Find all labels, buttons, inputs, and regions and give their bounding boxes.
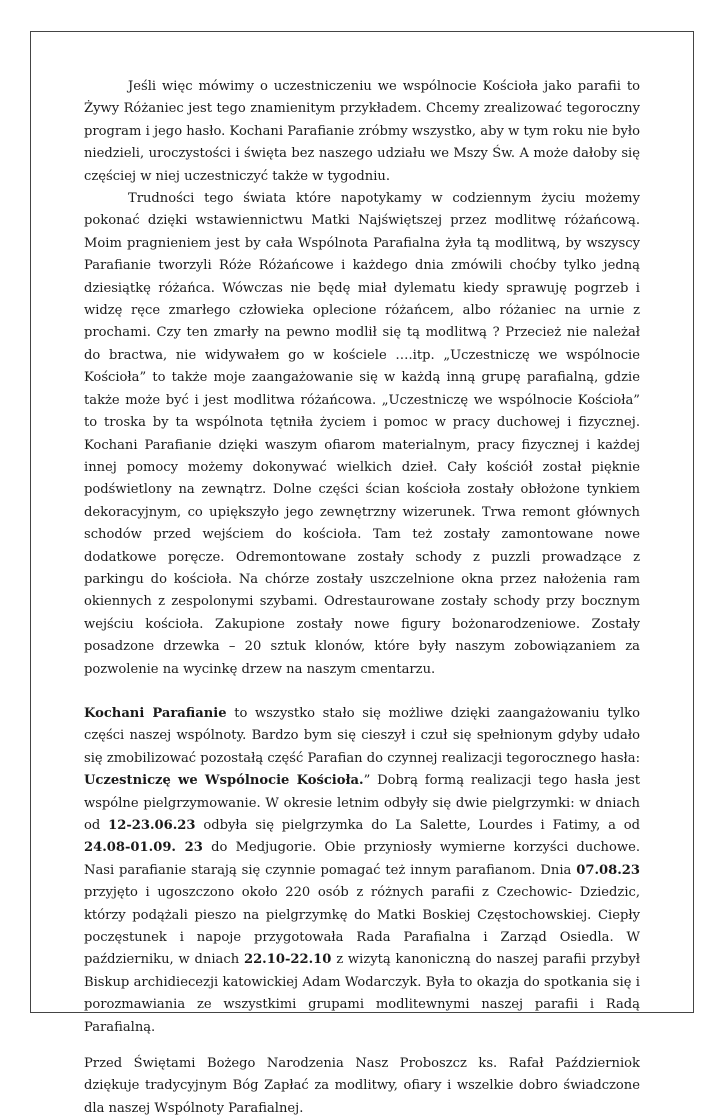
- paragraph-difficulties: Trudności tego świata które napotykamy w codziennym życiu możemy pokonać dzięki wstawiennictwu Matki Najświętszej przez modlitwę różańcową. Moim pragnieniem jest by cała Wspólnota Parafialna żyła tą modlitwą, by wszyscy Parafianie tworzyli Róże Różańcowe i każdego dnia zmówili choćby tylko jedną dziesiątkę różańca. Wówczas nie będę miał dylematu kiedy sprawuję pogrzeb i widzę ręce zmarłego człowieka oplecione różańcem, albo różaniec na urnie z prochami. Czy ten zmarły na pewno modlił się tą modlitwą ? Przecież nie należał do bractwa, nie widywałem go w kościele ….itp. „Uczestniczę we wspólnocie Kościoła” to także moje zaangażowanie się w każdą inną grupę parafialną, gdzie także może być i jest modlitwa różańcowa. „Uczestniczę we wspólnocie Kościoła” to troska by ta wspólnota tętniła życiem i pomoc w pracy duchowej i fizycznej. Kochani Parafianie dzięki waszym ofiarom materialnym, pracy fizycznej i każdej innej pomocy możemy dokonywać wielkich dzieł. Cały kościół został pięknie podświetlony na zewnątrz. Dolne części ścian kościoła zostały obłożone tynkiem dekoracyjnym, co upiększyło jego zewnętrzny wizerunek. Trwa remont głównych schodów przed wejściem do kościoła. Tam też zostały zamontowane nowe dodatkowe poręcze. Odremontowane zostały schody z puzzli prowadzące z parkingu do kościoła. Na chórze zostały uszczelnione okna przez nałożenia ram okiennych z zespolonymi szybami. Odrestaurowane zostały schody przy bocznym wejściu kościoła. Zakupione zostały nowe figury bożonarodzeniowe. Zostały posadzone drzewka – 20 sztuk klonów, które były naszym zobowiązaniem za pozwolenie na wycinkę drzew na naszym cmentarzu.: [84, 191, 640, 677]
- paragraph-parishioners: [84, 703, 640, 1039]
- bold-date: 07.08.23: [576, 862, 640, 878]
- paragraph-gap: [84, 1039, 640, 1053]
- text-segment: to wszystko stało się możliwe dzięki zaangażowaniu tylko części naszej wspólnoty. Bardzo bym się cieszył i czuł się spełnionym gdyby udało się zmobilizować pozostałą część Parafian do czynnej realizacji tegorocznego hasła:: [84, 705, 640, 766]
- text-segment: ” Dobrą formą realizacji tego hasła jest wspólne pielgrzymowanie. W okresie letnim odbyły się dwie pielgrzymki: w dniach od: [84, 773, 640, 833]
- paragraph-thanks: Przed Świętami Bożego Narodzenia Nasz Proboszcz ks. Rafał Październiok dziękuje tradycyjnym Bóg Zapłać za modlitwy, ofiary i wszelkie dobro świadczone dla naszej Wspólnoty Parafialnej.: [84, 1056, 640, 1116]
- paragraph-gap: [84, 681, 640, 703]
- bold-date: 22.10-22.10: [243, 952, 332, 968]
- bold-motto: Uczestniczę we Wspólnocie Kościoła.: [84, 773, 364, 789]
- bold-date: 24.08-01.09. 23: [84, 840, 203, 856]
- text-segment: z wizytą kanoniczną do naszej parafii przybył Biskup archidiecezji katowickiej Adam Wodarczyk. Była to okazja do spotkania się i porozmawiania ze wszystkimi grupami modlitewnymi naszej parafii i Radą Parafialną.: [84, 952, 640, 1035]
- bold-date: 12-23.06.23: [108, 818, 196, 833]
- document-body: [84, 76, 640, 1120]
- paragraph-rosary: Jeśli więc mówimy o uczestniczeniu we wspólnocie Kościoła jako parafii to Żywy Różaniec jest tego znamienitym przykładem. Chcemy zrealizować tegoroczny program i jego hasło. Kochani Parafianie zróbmy wszystko, aby w tym roku nie było niedzieli, uroczystości i święta bez naszego udziału we Mszy Św. A może dałoby się częściej w niej uczestniczyć także w tygodniu.: [84, 79, 640, 184]
- text-segment: odbyła się pielgrzymka do La Salette, Lourdes i Fatimy, a od: [195, 818, 640, 833]
- bold-greeting: Kochani Parafianie: [84, 705, 227, 721]
- text-segment: przyjęto i ugoszczono około 220 osób z różnych parafii z Czechowic- Dziedzic, którzy podążali pieszo na pielgrzymkę do Matki Boskiej Częstochowskiej. Ciepły poczęstunek i napoje przygotowała Rada Parafialna i Zarząd Osiedla. W październiku, w dniach: [84, 885, 640, 968]
- text-segment: do Medjugorie. Obie przyniosły wymierne korzyści duchowe. Nasi parafianie starają się czynnie pomagać też innym parafianom. Dnia: [84, 840, 640, 878]
